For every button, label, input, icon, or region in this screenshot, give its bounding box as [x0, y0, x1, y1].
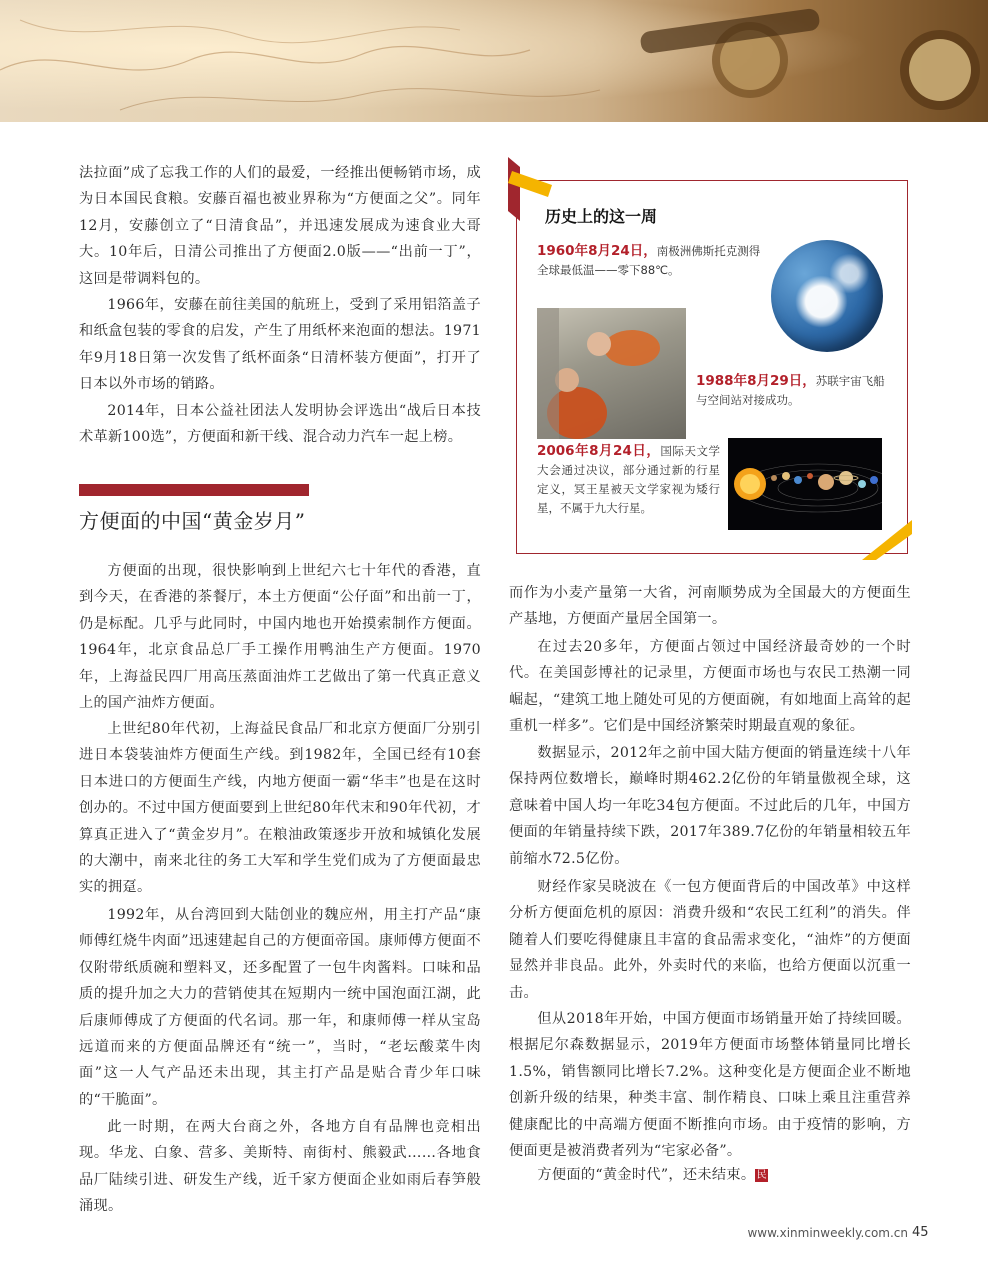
paragraph-sales-data: 数据显示，2012年之前中国大陆方便面的销量连续十八年保持两位数增长，巅峰时期462.2亿份的年销量傲视全球，这意味着中国人均一年吃34包方便面。不过此后的几年，中国方便面的年销量持续下跌，2017年389.7亿份的年销量相较五年前缩水72.5亿份。	[509, 745, 911, 867]
paragraph-intro: 法拉面”成了忘我工作的人们的最爱，一经推出便畅销市场，成为日本国民食粮。安藤百福也被业界称为“方便面之父”。同年12月，安藤创立了“日清食品”，并迅速发展成为速食业大哥大。10年后，日清公司推出了方便面2.0版——“出前一丁”，这回是带调料包的。	[79, 165, 481, 287]
paragraph-2014: 2014年，日本公益社团法人发明协会评选出“战后日本技术革新100选”，方便面和新干线、混合动力汽车一起上榜。	[79, 403, 481, 446]
paragraph-2018-recovery: 但从2018年开始，中国方便面市场销量开始了持续回暖。根据尼尔森数据显示，2019年方便面市场整体销量同比增长1.5%，销售额同比增长7.2%。这种变化是方便面企业不断地创新升级的结果，种类丰富、制作精良、口味上乘且注重营养健康配比的中高端方便面不断推向市场。由于疫情的影响，方便面更是被消费者列为“宅家必备”。	[509, 1011, 911, 1160]
footer-url: www.xinminweekly.com.cn	[747, 1226, 908, 1240]
event-date: 2006年8月24日，	[537, 443, 661, 459]
paragraph-20-years: 在过去20多年，方便面占领过中国经济最奇妙的一个时代。在美国彭博社的记录里，方便面市场也与农民工热潮一同崛起，“建筑工地上随处可见的方便面碗，有如地面上高耸的起重机一样多”。它们是中国经济繁荣时期最直观的象征。	[509, 639, 911, 735]
earth-globe-image	[771, 240, 883, 352]
paragraph-wu-xiaobo: 财经作家吴晓波在《一包方便面背后的中国改革》中这样分析方便面危机的原因：消费升级和“农民工红利”的消失。伴随着人们要吃得健康且丰富的食品需求变化，“油炸”的方便面显然并非良品。此外，外卖时代的来临，也给方便面以沉重一击。	[509, 879, 911, 1001]
paragraph-1966: 1966年，安藤在前往美国的航班上，受到了采用铝箔盖子和纸盒包装的零食的启发，产生了用纸杯来泡面的想法。1971年9月18日第一次发售了纸杯面条“日清杯装方便面”，打开了日本以外市场的销路。	[79, 297, 481, 393]
event-text: 苏联宇宙飞船与空间站对接成功。	[696, 374, 885, 407]
ending-text: 方便面的“黄金时代”，还未结束。	[537, 1167, 756, 1183]
solar-system-image	[728, 438, 882, 530]
paragraph-80s: 上世纪80年代初，上海益民食品厂和北京方便面厂分别引进日本袋装油炸方便面生产线。到1982年，全国已经有10套日本进口的方便面生产线，内地方便面一霸“华丰”也是在这时创办的。不过中国方便面要到上世纪80年代末和90年代初，才算真正进入了“黄金岁月”。在粮油政策逐步开放和城镇化发展的大潮中，南来北往的务工大军和学生党们成为了方便面最忠实的拥趸。	[79, 721, 481, 896]
event-text: 国际天文学大会通过决议，部分通过新的行星定义，冥王星被天文学家视为矮行星，不属于九大行星。	[537, 444, 720, 515]
paragraph-ending	[509, 1162, 911, 1188]
map-decoration	[0, 0, 988, 122]
end-mark-icon: 民	[756, 1169, 767, 1181]
sidebar-event-1988	[696, 372, 896, 410]
page-number: 45	[912, 1225, 929, 1240]
event-date: 1988年8月29日，	[696, 373, 816, 389]
paragraph-hongkong: 方便面的出现，很快影响到上世纪六七十年代的香港，直到今天，在香港的茶餐厅，本土方便面“公仔面”和出前一丁，仍是标配。几乎与此同时，中国内地也开始摸索制作方便面。1964年，北京食品总厂手工操作用鸭油生产方便面。1970年，上海益民四厂用高压蒸面油炸工艺做出了第一代真正意义上的国产油炸方便面。	[79, 563, 481, 712]
paragraph-henan: 而作为小麦产量第一大省，河南顺势成为全国最大的方便面生产基地，方便面产量居全国第一。	[509, 585, 911, 628]
sidebar-event-2006	[537, 442, 720, 518]
header-banner	[0, 0, 988, 122]
event-date: 1960年8月24日，	[537, 243, 657, 259]
paragraph-local-brands: 此一时期，在两大台商之外，各地方自有品牌也竞相出现。华龙、白象、营多、美斯特、南街村、熊毅武……各地食品厂陆续引进、研发生产线，近千家方便面企业如雨后春笋般涌现。	[79, 1119, 481, 1215]
paragraph-1992: 1992年，从台湾回到大陆创业的魏应州，用主打产品“康师傅红烧牛肉面”迅速建起自己的方便面帝国。康师傅方便面不仅附带纸质碗和塑料叉，还多配置了一包牛肉酱料。口味和品质的提升加之大力的营销使其在短期内一统中国泡面江湖，此后康师傅成了方便面的代名词。那一年，和康师傅一样从宝岛远道而来的方便面品牌还有“统一”，当时，“老坛酸菜牛肉面”这一人气产品还未出现，其主打产品是贴合青少年口味的“干脆面”。	[79, 907, 481, 1108]
section-title: 方便面的中国“黄金岁月”	[79, 509, 306, 533]
sidebar-event-1960	[537, 242, 765, 280]
section-divider-bar	[79, 484, 309, 496]
event-text: 南极洲佛斯托克测得全球最低温——零下88℃。	[537, 244, 761, 277]
astronauts-photo	[537, 308, 686, 439]
sidebar-title: 历史上的这一周	[545, 207, 658, 226]
